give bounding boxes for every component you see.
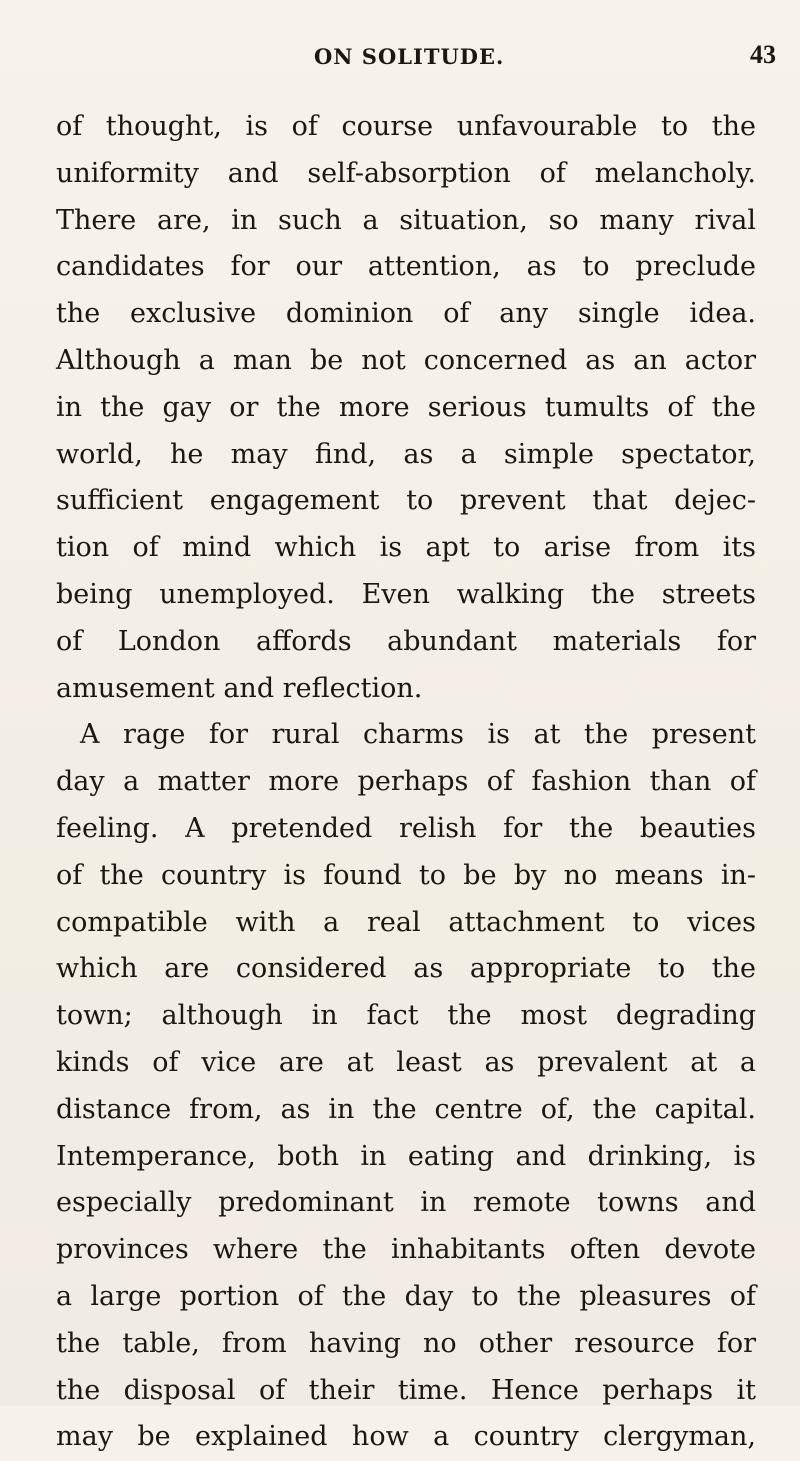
text-line: the table, from having no other resource for	[56, 1327, 756, 1359]
text-line: candidates for our attention, as to preclude	[56, 251, 756, 283]
text-line: world, he may find, as a simple spectator,	[56, 438, 756, 470]
text-line: the disposal of their time. Hence perhaps it	[56, 1374, 756, 1406]
text-line: of thought, is of course unfavourable to the	[56, 111, 756, 142]
text-line: town; although in fact the most degrading	[56, 1000, 756, 1032]
text-line: may be explained how a country clergyman,	[56, 1421, 756, 1453]
text-line: being unemployed. Even walking the streets	[56, 578, 756, 610]
text-line: in the gay or the more serious tumults of the	[56, 391, 756, 423]
text-line: provinces where the inhabitants often devote	[56, 1234, 756, 1266]
text-line: distance from, as in the centre of, the capital.	[56, 1093, 756, 1125]
text-line: especially predominant in remote towns and	[56, 1187, 756, 1219]
text-line: amusement and reflection.	[56, 672, 423, 704]
text-line: sufficient engagement to prevent that dejec-	[56, 485, 756, 517]
text-line: a large portion of the day to the pleasures of	[56, 1280, 756, 1312]
text-line: Intemperance, both in eating and drinking, is	[56, 1140, 756, 1172]
text-line: Although a man be not concerned as an actor	[56, 344, 756, 376]
text-line: of London affords abundant materials for	[56, 625, 756, 657]
text-line: There are, in such a situation, so many rival	[56, 204, 756, 236]
text-line: feeling. A pretended relish for the beauties	[56, 812, 756, 844]
text-line: the exclusive dominion of any single idea.	[56, 298, 756, 330]
text-line: which are considered as appropriate to the	[56, 953, 756, 985]
running-head: ON SOLITUDE.	[314, 44, 505, 69]
text-line: kinds of vice are at least as prevalent at a	[56, 1046, 756, 1078]
text-line: uniformity and self-absorption of melancholy.	[56, 157, 756, 189]
text-line: compatible with a real attachment to vices	[56, 906, 756, 938]
text-line: of the country is found to be by no means in-	[56, 859, 756, 891]
body-text	[56, 104, 756, 1461]
text-line: A rage for rural charms is at the present	[80, 719, 756, 751]
text-line: tion of mind which is apt to arise from its	[56, 532, 756, 564]
text-line: day a matter more perhaps of fashion than of	[56, 766, 756, 798]
page-number: 43	[750, 40, 776, 69]
